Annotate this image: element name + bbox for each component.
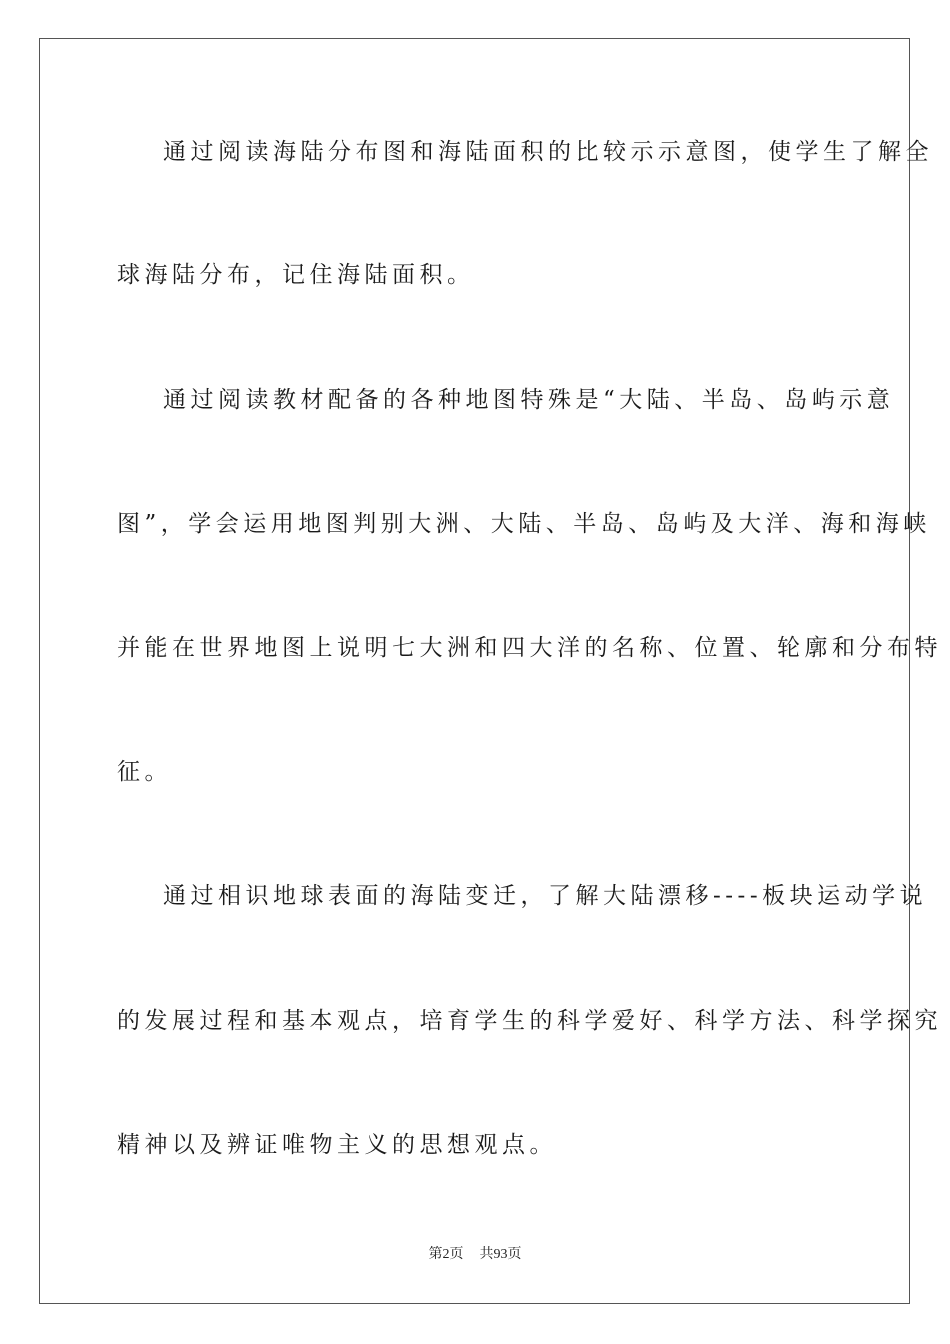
paragraph-2-line-3: 并能在世界地图上说明七大洲和四大洋的名称、位置、轮廓和分布特 bbox=[117, 635, 942, 661]
paragraph-1-line-2: 球海陆分布，记住海陆面积。 bbox=[117, 262, 475, 288]
page-border bbox=[39, 38, 942, 1304]
total-pages: 共93页 bbox=[479, 1247, 522, 1262]
paragraph-2-line-2: 图”，学会运用地图判别大洲、大陆、半岛、岛屿及大洋、海和海峡 bbox=[117, 511, 931, 537]
paragraph-3-line-3: 精神以及辨证唯物主义的思想观点。 bbox=[117, 1132, 557, 1158]
page-footer bbox=[0, 1246, 950, 1264]
paragraph-3-line-1: 通过相识地球表面的海陆变迁，了解大陆漂移----板块运动学说 bbox=[163, 883, 928, 909]
paragraph-2-line-1: 通过阅读教材配备的各种地图特殊是“大陆、半岛、岛屿示意 bbox=[163, 387, 895, 413]
paragraph-2-line-4: 征。 bbox=[117, 759, 172, 785]
paragraph-1-line-1: 通过阅读海陆分布图和海陆面积的比较示示意图，使学生了解全 bbox=[163, 139, 933, 165]
paragraph-3-line-2: 的发展过程和基本观点，培育学生的科学爱好、科学方法、科学探究 bbox=[117, 1008, 942, 1034]
page-number: 第2页 bbox=[428, 1247, 464, 1262]
